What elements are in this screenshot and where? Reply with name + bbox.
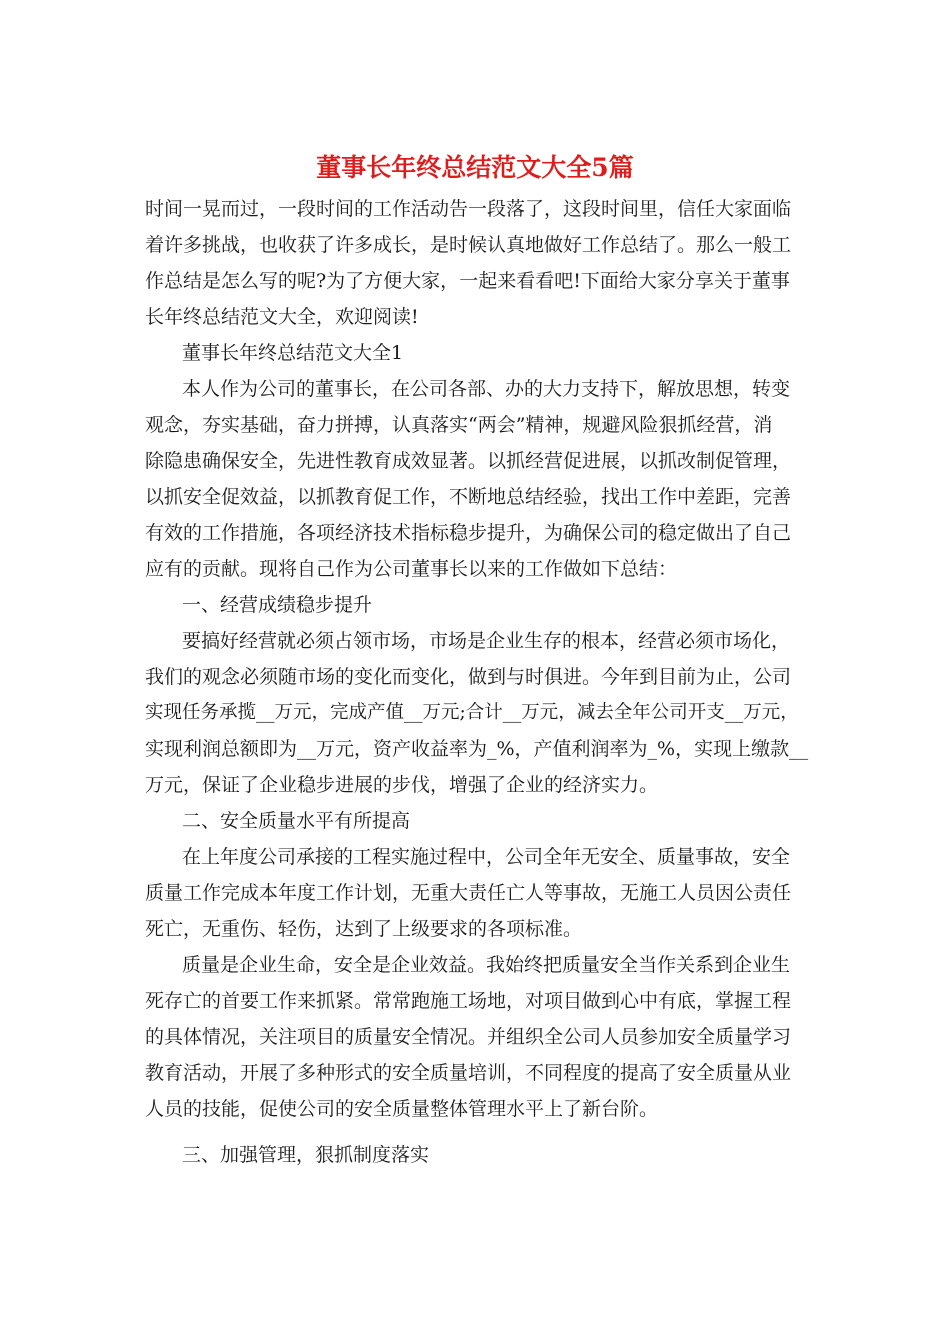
- section-heading: 一、经营成绩稳步提升: [182, 594, 373, 616]
- body-line: 要搞好经营就必须占领市场，市场是企业生存的根本，经营必须市场化，: [182, 630, 791, 652]
- body-line: 人员的技能，促使公司的安全质量整体管理水平上了新台阶。: [145, 1098, 659, 1120]
- body-line: 万元，保证了企业稳步进展的步伐，增强了企业的经济实力。: [145, 774, 659, 796]
- section-heading: 董事长年终总结范文大全1: [182, 342, 404, 364]
- body-line: 着许多挑战，也收获了许多成长，是时候认真地做好工作总结了。那么一般工: [145, 234, 792, 256]
- body-line: 实现任务承揽__万元，完成产值__万元;合计__万元，减去全年公司开支__万元，: [145, 702, 799, 723]
- body-line: 我们的观念必须随市场的变化而变化，做到与时俱进。今年到目前为止，公司: [145, 666, 792, 688]
- body-line: 作总结是怎么写的呢?为了方便大家，一起来看看吧!下面给大家分享关于董事: [145, 270, 790, 292]
- body-line: 除隐患确保安全，先进性教育成效显著。以抓经营促进展，以抓改制促管理，: [145, 450, 792, 472]
- body-line: 教育活动，开展了多种形式的安全质量培训，不同程度的提高了安全质量从业: [145, 1062, 792, 1084]
- body-line: 实现利润总额即为__万元，资产收益率为_%，产值利润率为_%，实现上缴款__: [145, 738, 809, 760]
- document-title: 董事长年终总结范文大全5篇: [316, 153, 634, 182]
- body-line: 质量是企业生命，安全是企业效益。我始终把质量安全当作关系到企业生: [182, 954, 791, 976]
- body-line: 本人作为公司的董事长，在公司各部、办的大力支持下，解放思想，转变: [182, 378, 791, 400]
- section-heading: 二、安全质量水平有所提高: [182, 810, 411, 832]
- body-line: 质量工作完成本年度工作计划，无重大责任亡人等事故，无施工人员因公责任: [145, 882, 792, 904]
- body-line: 以抓安全促效益，以抓教育促工作，不断地总结经验，找出工作中差距，完善: [145, 486, 792, 508]
- body-line: 死亡，无重伤、轻伤，达到了上级要求的各项标准。: [145, 918, 583, 940]
- body-line: 观念，夯实基础，奋力拼搏，认真落实“两会”精神，规避风险狠抓经营，消: [145, 414, 773, 436]
- body-line: 在上年度公司承接的工程实施过程中，公司全年无安全、质量事故，安全: [182, 846, 791, 868]
- body-line: 长年终总结范文大全，欢迎阅读!: [145, 306, 419, 328]
- body-line: 的具体情况，关注项目的质量安全情况。并组织全公司人员参加安全质量学习: [145, 1026, 792, 1048]
- body-line: 死存亡的首要工作来抓紧。常常跑施工场地，对项目做到心中有底，掌握工程: [145, 990, 792, 1012]
- body-line: 有效的工作措施，各项经济技术指标稳步提升，为确保公司的稳定做出了自己: [145, 522, 792, 544]
- body-line: 应有的贡献。现将自己作为公司董事长以来的工作做如下总结：: [145, 558, 678, 580]
- body-line: 时间一晃而过，一段时间的工作活动告一段落了，这段时间里，信任大家面临: [145, 198, 792, 220]
- section-heading: 三、加强管理，狠抓制度落实: [182, 1144, 430, 1166]
